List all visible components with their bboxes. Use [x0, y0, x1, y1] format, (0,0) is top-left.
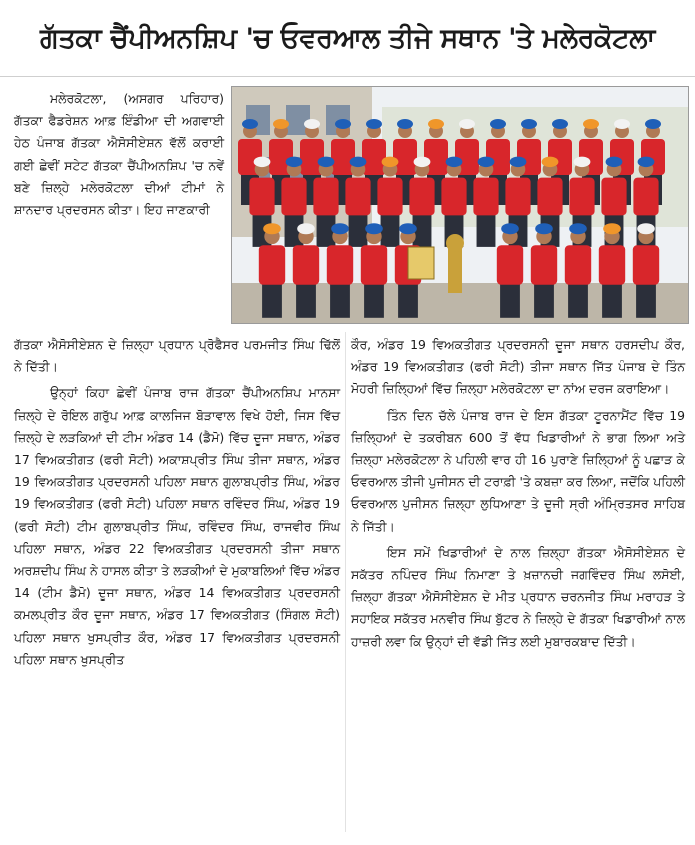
photo-person-turban	[645, 119, 661, 129]
photo-person-turban	[521, 119, 537, 129]
photo-person-shirt	[409, 178, 434, 216]
photo-person-turban	[254, 157, 271, 168]
photo-person-shirt	[599, 245, 625, 285]
article-paragraph-results: ਉਨ੍ਹਾਂ ਕਿਹਾ ਛੇਵੀਂ ਪੰਜਾਬ ਰਾਜ ਗੱਤਕਾ ਚੈਂਪੀਅਨਸ਼ਿਪ ਮਾਨਸਾ ਜ਼ਿਲ੍ਹੇ ਦੇ ਰੋਇਲ ਗਰੁੱਪ ਆਫ਼ ਕਾਲਜਿਜ ਬੋੜਾਵਾਲ ਵਿਖੇ ਹੋਈ, ਜਿਸ ਵਿੱਚ ਜ਼ਿਲ੍ਹੇ ਦੇ ਲੜਕਿਆਂ ਦੀ ਟੀਮ ਅੰਡਰ 14 (ਡੈਮੋ) ਵਿੱਚ ਦੂਜਾ ਸਥਾਨ, ਅੰਡਰ 17 ਵਿਅਕਤੀਗਤ (ਫਰੀ ਸੋਟੀ) ਅਕਾਸ਼ਪ੍ਰੀਤ ਸਿੰਘ ਤੀਜਾ ਸਥਾਨ, ਅੰਡਰ 19 ਵਿਅਕਤੀਗਤ ਪ੍ਰਦਰਸਨੀ ਪਹਿਲਾ ਸਥਾਨ ਗੁਲਾਬਪ੍ਰੀਤ ਸਿੰਘ, ਅੰਡਰ 19 ਵਿਅਕਤੀਗਤ (ਫਰੀ ਸੋਟੀ) ਪਹਿਲਾ ਸਥਾਨ ਰਵਿੰਦਰ ਸਿੰਘ, ਅੰਡਰ 19 (ਫਰੀ ਸੋਟੀ) ਟੀਮ ਗੁਲਾਬਪ੍ਰੀਤ ਸਿੰਘ, ਰਵਿੰਦਰ ਸਿੰਘ, ਰਾਜਵੀਰ ਸਿੰਘ ਪਹਿਲਾ ਸਥਾਨ, ਅੰਡਰ 22 ਵਿਅਕਤੀਗਤ ਪ੍ਰਦਰਸਨੀ ਤੀਜਾ ਸਥਾਨ ਅਰਸ਼ਦੀਪ ਸਿੰਘ ਨੇ ਹਾਸਲ ਕੀਤਾ ਤੇ ਲੜਕੀਆਂ ਦੇ ਮੁਕਾਬਲਿਆਂ ਵਿੱਚ ਅੰਡਰ 14 (ਟੀਮ ਡੈਮੋ) ਦੂਜਾ ਸਥਾਨ, ਅੰਡਰ 14 ਵਿਅਕਤੀਗਤ ਪ੍ਰਦਰਸਨੀ ਕਮਲਪ੍ਰੀਤ ਕੌਰ ਦੂਜਾ ਸਥਾਨ, ਅੰਡਰ 17 ਵਿਅਕਤੀਗਤ (ਸਿੰਗਲ ਸੋਟੀ) ਪਹਿਲਾ ਸਥਾਨ ਖੁਸਪ੍ਰੀਤ ਕੌਰ, ਅੰਡਰ 17 ਵਿਅਕਤੀਗਤ ਪ੍ਰਦਰਸਨੀ ਪਹਿਲਾ ਸਥਾਨ ਖੁਸਪ੍ਰੀਤ	[14, 385, 340, 667]
photo-person-turban	[273, 119, 289, 129]
photo-person-turban	[459, 119, 475, 129]
article-column-right	[351, 334, 685, 653]
photo-person-turban	[552, 119, 568, 129]
photo-person-turban	[614, 119, 630, 129]
photo-person-shirt	[345, 178, 370, 216]
photo-plaque	[408, 247, 434, 279]
photo-person-turban	[335, 119, 351, 129]
photo-person-turban	[399, 223, 417, 234]
photo-person-legs	[477, 211, 496, 247]
photo-person-legs	[568, 280, 588, 317]
article-column-left-bottom	[14, 334, 340, 671]
photo-person-legs	[398, 280, 418, 317]
photo-person-shirt	[362, 139, 386, 175]
photo-person-turban	[510, 157, 527, 168]
photo-person-legs	[330, 280, 350, 317]
photo-person-turban	[397, 119, 413, 129]
headline-divider	[0, 76, 695, 77]
photo-person-turban	[428, 119, 444, 129]
photo-person-turban	[637, 223, 655, 234]
photo-person-turban	[490, 119, 506, 129]
article-paragraph-intro-end: ਗੱਤਕਾ ਐਸੋਸੀਏਸ਼ਨ ਦੇ ਜ਼ਿਲ੍ਹਾ ਪ੍ਰਧਾਨ ਪ੍ਰੋਫੈਸਰ ਪਰਮਜੀਤ ਸਿੰਘ ਢਿੱਲੋਂ ਨੇ ਦਿੱਤੀ।	[14, 337, 340, 375]
photo-person-legs	[364, 280, 384, 317]
photo-person-turban	[606, 157, 623, 168]
photo-person-shirt	[281, 178, 306, 216]
column-gutter	[345, 332, 346, 832]
article-paragraph-results-end: ਕੌਰ, ਅੰਡਰ 19 ਵਿਅਕਤੀਗਤ ਪ੍ਰਦਰਸਨੀ ਦੂਜਾ ਸਥਾਨ ਹਰਸਦੀਪ ਕੌਰ, ਅੰਡਰ 19 ਵਿਅਕਤੀਗਤ (ਫਰੀ ਸੋਟੀ) ਤੀਜਾ ਸਥਾਨ ਜਿੱਤ ਪੰਜਾਬ ਦੇ ਤਿੰਨ ਮੋਹਰੀ ਜ਼ਿਲ੍ਹਿਆਂ ਵਿੱਚ ਜ਼ਿਲ੍ਹਾ ਮਲੇਰਕੋਟਲਾ ਦਾ ਨਾਂਅ ਦਰਜ ਕਰਾਇਆ।	[351, 337, 685, 397]
photo-trophy	[448, 247, 462, 293]
photo-person-turban	[263, 223, 281, 234]
photo-person-turban	[365, 223, 383, 234]
photo-person-shirt	[293, 245, 319, 285]
photo-person-shirt	[441, 178, 466, 216]
photo-person-legs	[500, 280, 520, 317]
photo-person-shirt	[601, 178, 626, 216]
photo-person-legs	[262, 280, 282, 317]
photo-person-turban	[478, 157, 495, 168]
photo-person-legs	[381, 211, 400, 247]
photo-person-turban	[569, 223, 587, 234]
photo-person-legs	[636, 280, 656, 317]
photo-person-legs	[534, 280, 554, 317]
photo-person-turban	[331, 223, 349, 234]
photo-person-shirt	[327, 245, 353, 285]
photo-person-turban	[542, 157, 559, 168]
photo-person-turban	[366, 119, 382, 129]
photo-trophy-cup	[446, 234, 464, 252]
photo-person-turban	[446, 157, 463, 168]
photo-person-shirt	[361, 245, 387, 285]
photo-person-turban	[304, 119, 320, 129]
team-photo	[231, 86, 689, 324]
photo-person-shirt	[313, 178, 338, 216]
photo-person-shirt	[377, 178, 402, 216]
photo-person-turban	[638, 157, 655, 168]
photo-person-turban	[501, 223, 519, 234]
photo-person-turban	[297, 223, 315, 234]
team-photo-illustration	[232, 87, 688, 323]
photo-person-legs	[296, 280, 316, 317]
photo-person-shirt	[505, 178, 530, 216]
photo-person-turban	[603, 223, 621, 234]
photo-person-legs	[349, 211, 368, 247]
photo-person-shirt	[565, 245, 591, 285]
photo-person-shirt	[537, 178, 562, 216]
photo-person-turban	[242, 119, 258, 129]
photo-person-shirt	[473, 178, 498, 216]
photo-person-shirt	[249, 178, 274, 216]
article-paragraph-intro: ਮਲੇਰਕੋਟਲਾ, (ਅਸਗਰ ਪਰਿਹਾਰ) ਗੱਤਕਾ ਫੈਡਰੇਸ਼ਨ ਆਫ਼ ਇੰਡੀਆ ਦੀ ਅਗਵਾਈ ਹੇਠ ਪੰਜਾਬ ਗੱਤਕਾ ਐਸੋਸੀਏਸ਼ਨ ਵੱਲੋਂ ਕਰਾਈ ਗਈ ਛੇਵੀਂ ਸਟੇਟ ਗੱਤਕਾ ਚੈਂਪੀਅਨਸ਼ਿਪ 'ਚ ਨਵੇਂ ਬਣੇ ਜ਼ਿਲ੍ਹੇ ਮਲੇਰਕੋਟਲਾ ਦੀਆਂ ਟੀਮਾਂ ਨੇ ਸ਼ਾਨਦਾਰ ਪ੍ਰਦਰਸਨ ਕੀਤਾ। ਇਹ ਜਾਣਕਾਰੀ	[14, 91, 224, 218]
photo-person-turban	[535, 223, 553, 234]
photo-person-turban	[318, 157, 335, 168]
article-column-left-top	[14, 88, 224, 221]
photo-person-legs	[602, 280, 622, 317]
photo-person-turban	[414, 157, 431, 168]
photo-person-shirt	[531, 245, 557, 285]
article-headline: ਗੱਤਕਾ ਚੈਂਪੀਅਨਸ਼ਿਪ 'ਚ ਓਵਰਆਲ ਤੀਜੇ ਸਥਾਨ 'ਤੇ ਮਲੇਰਕੋਟਲਾ	[40, 23, 655, 55]
photo-person-shirt	[569, 178, 594, 216]
article-paragraph-tournament: ਤਿੰਨ ਦਿਨ ਚੱਲੇ ਪੰਜਾਬ ਰਾਜ ਦੇ ਇਸ ਗੱਤਕਾ ਟੂਰਨਾਮੈਂਟ ਵਿੱਚ 19 ਜ਼ਿਲ੍ਹਿਆਂ ਦੇ ਤਕਰੀਬਨ 600 ਤੋਂ ਵੱਧ ਖਿਡਾਰੀਆਂ ਨੇ ਭਾਗ ਲਿਆ ਅਤੇ ਜ਼ਿਲ੍ਹਾ ਮਲੇਰਕੋਟਲਾ ਨੇ ਪਹਿਲੀ ਵਾਰ ਹੀ 16 ਪੁਰਾਣੇ ਜ਼ਿਲ੍ਹਿਆਂ ਨੂੰ ਪਛਾੜ ਕੇ ਓਵਰਆਲ ਤੀਜੀ ਪੁਜੀਸਨ ਦੀ ਟਰਾਫ਼ੀ 'ਤੇ ਕਬਜ਼ਾ ਕਰ ਲਿਆ, ਜਦੋਂਕਿ ਪਹਿਲੀ ਓਵਰਆਲ ਪੁਜੀਸਨ ਜ਼ਿਲ੍ਹਾ ਲੁਧਿਆਣਾ ਤੇ ਦੂਜੀ ਸ੍ਰੀ ਅੰਮ੍ਰਿਤਸਰ ਸਾਹਿਬ ਨੇ ਜਿੱਤੀ।	[351, 407, 685, 534]
article-paragraph-officials: ਇਸ ਸਮੇਂ ਖਿਡਾਰੀਆਂ ਦੇ ਨਾਲ ਜ਼ਿਲ੍ਹਾ ਗੱਤਕਾ ਐਸੋਸੀਏਸ਼ਨ ਦੇ ਸਕੱਤਰ ਨਪਿੰਦਰ ਸਿੰਘ ਨਿਮਾਣਾ ਤੇ ਖ਼ਜ਼ਾਨਚੀ ਜਗਵਿੰਦਰ ਸਿੰਘ ਲਸੋਈ, ਜ਼ਿਲ੍ਹਾ ਗੱਤਕਾ ਐਸੋਸੀਏਸ਼ਨ ਦੇ ਮੀਤ ਪ੍ਰਧਾਨ ਚਰਨਜੀਤ ਸਿੰਘ ਮਰਾਹੜ ਤੇ ਸਹਾਇਕ ਸਕੱਤਰ ਮਨਵੀਰ ਸਿੰਘ ਬੁੱਟਰ ਨੇ ਜ਼ਿਲ੍ਹੇ ਦੇ ਗੱਤਕਾ ਖਿਡਾਰੀਆਂ ਨਾਲ ਹਾਜ਼ਰੀ ਲਵਾ ਕਿ ਉਨ੍ਹਾਂ ਦੀ ਵੱਡੀ ਜਿੱਤ ਲਈ ਮੁਬਾਰਕਬਾਦ ਦਿੱਤੀ।	[351, 544, 685, 649]
photo-person-turban	[382, 157, 399, 168]
photo-person-shirt	[633, 178, 658, 216]
photo-person-turban	[350, 157, 367, 168]
photo-person-shirt	[497, 245, 523, 285]
photo-person-turban	[583, 119, 599, 129]
photo-person-shirt	[633, 245, 659, 285]
photo-person-shirt	[259, 245, 285, 285]
photo-person-turban	[574, 157, 591, 168]
photo-person-turban	[286, 157, 303, 168]
